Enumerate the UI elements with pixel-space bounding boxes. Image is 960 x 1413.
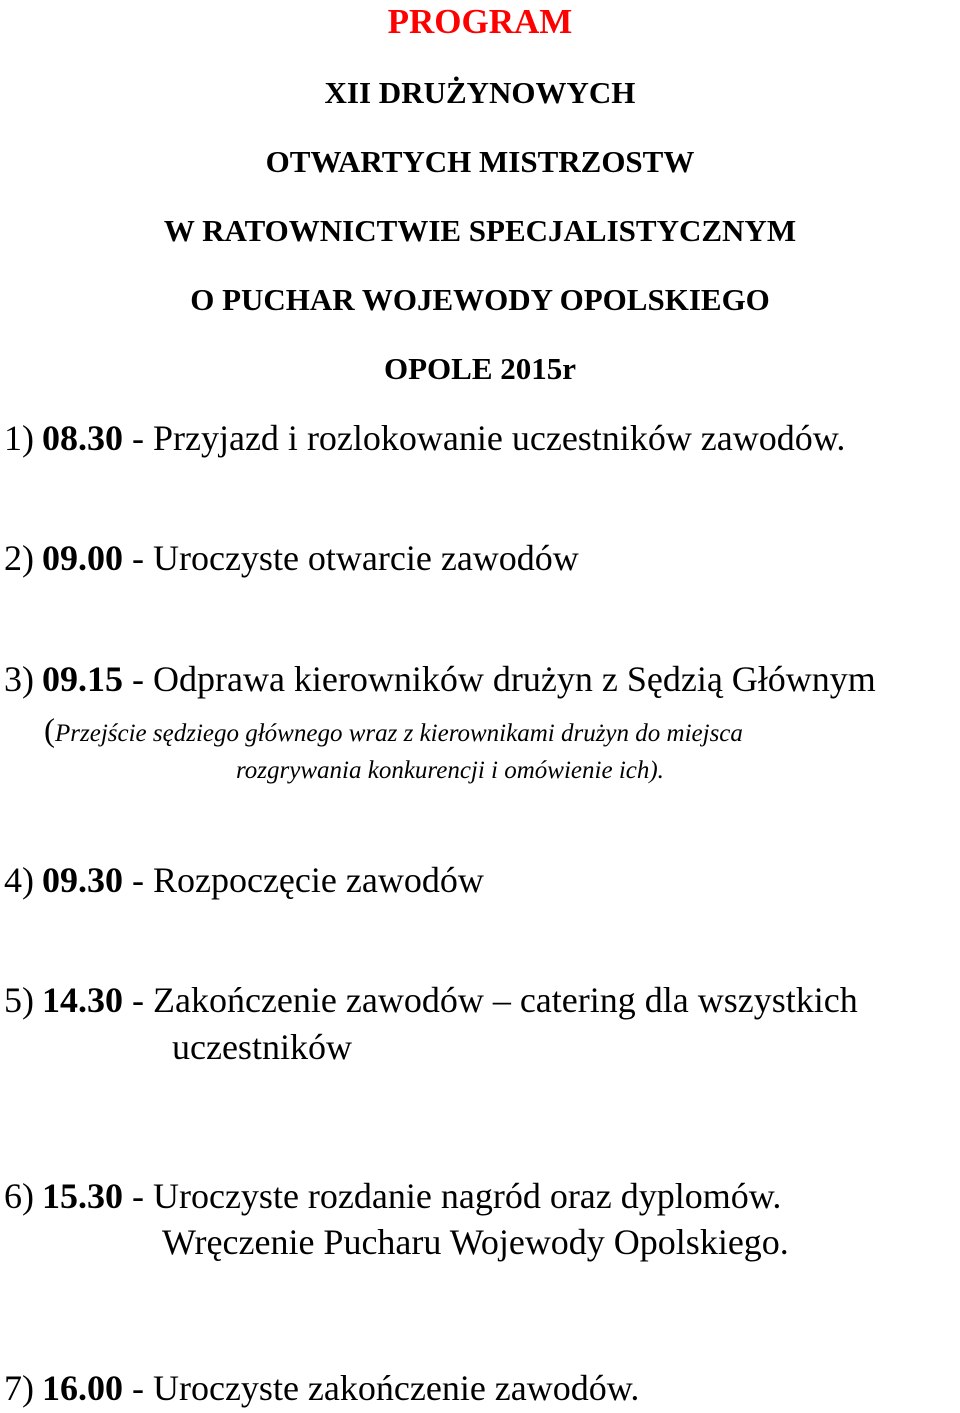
item-text: - Odprawa kierowników drużyn z Sędzią Głównym [123,659,876,699]
item-3-note [44,715,743,748]
item-time: 09.15 [42,659,123,699]
item-content [42,1370,639,1406]
header-line-championship: OTWARTYCH MISTRZOSTW [265,144,695,179]
header-line-discipline: W RATOWNICTWIE SPECJALISTYCZNYM [163,213,797,248]
schedule-item-1 [0,420,960,460]
item-time: 09.30 [42,860,123,900]
item-number: 1) [4,418,34,458]
item-content [42,420,845,456]
item-time: 08.30 [42,418,123,458]
item-content [42,661,876,697]
item-time: 09.00 [42,538,123,578]
schedule-item-5 [0,982,960,1022]
item-text: - Przyjazd i rozlokowanie uczestników zawodów. [123,418,846,458]
item-time: 14.30 [42,980,123,1020]
note-line-1: Przejście sędziego głównego wraz z kierownikami drużyn do miejsca [55,720,743,747]
item-content [42,1178,781,1214]
item-5-continuation: uczestników [172,1027,352,1067]
schedule-item-6 [0,1178,960,1218]
item-content [42,862,484,898]
note-open-paren: ( [44,713,55,749]
item-text: - Uroczyste otwarcie zawodów [123,538,579,578]
header-line-place-year: OPOLE 2015r [383,351,577,386]
item-number: 6) [4,1176,34,1216]
item-number: 7) [4,1368,34,1408]
item-number: 4) [4,860,34,900]
item-number: 3) [4,659,34,699]
item-text: - Uroczyste rozdanie nagród oraz dyplomów. [123,1176,782,1216]
item-6-continuation: Wręczenie Pucharu Wojewody Opolskiego. [162,1222,789,1262]
schedule-item-7 [0,1370,960,1410]
note-line-2: rozgrywania konkurencji i omówienie ich). [236,757,664,784]
program-title: PROGRAM [387,2,573,41]
item-text: - Rozpoczęcie zawodów [123,860,484,900]
schedule-item-4 [0,862,960,902]
item-content [42,982,858,1018]
item-text: - Zakończenie zawodów – catering dla wszystkich [123,980,858,1020]
item-number: 2) [4,538,34,578]
item-text: - Uroczyste zakończenie zawodów. [123,1368,640,1408]
header-line-competition: XII DRUŻYNOWYCH [324,75,636,110]
item-time: 15.30 [42,1176,123,1216]
item-number: 5) [4,980,34,1020]
schedule-item-3 [0,661,960,701]
schedule-item-2 [0,540,960,580]
item-time: 16.00 [42,1368,123,1408]
header-line-trophy: O PUCHAR WOJEWODY OPOLSKIEGO [190,282,770,317]
item-content [42,540,579,576]
